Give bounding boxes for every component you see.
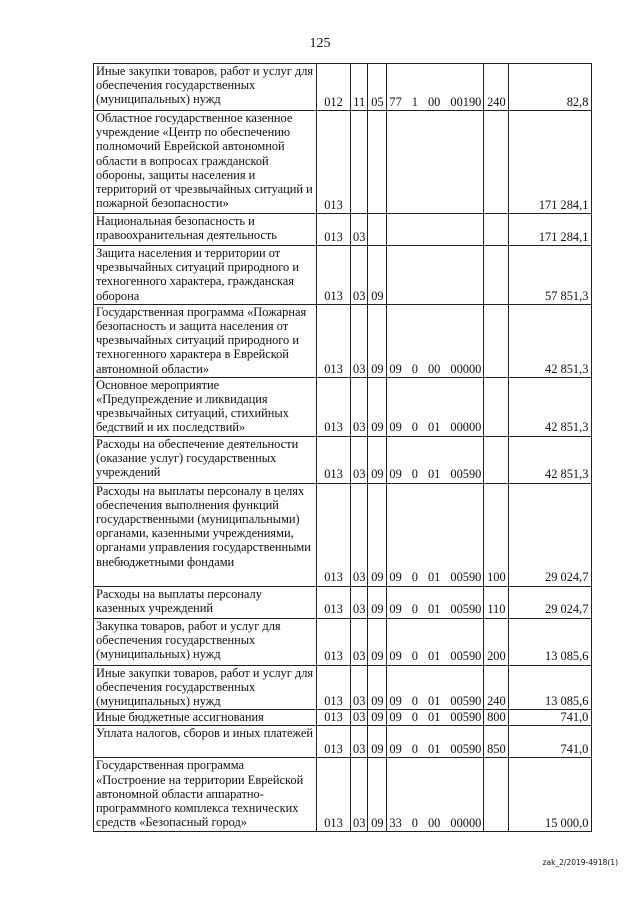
target-article-part: 0 (411, 742, 418, 757)
target-article-part: 0 (411, 361, 418, 376)
target-article-part: 0 (411, 467, 418, 482)
target-article-parts (389, 467, 481, 481)
subsection-code: 09 (368, 618, 387, 665)
amount: 741,0 (509, 726, 592, 758)
target-article-part: 09 (389, 602, 402, 617)
expense-type-code (484, 246, 509, 305)
budget-table (93, 63, 592, 832)
table-row (94, 64, 592, 111)
target-article-code (387, 665, 484, 710)
amount: 13 085,6 (509, 665, 592, 710)
subsection-code: 09 (368, 758, 387, 832)
target-article-part: 01 (427, 742, 441, 757)
target-article-part: 00590 (450, 649, 482, 664)
row-name: Национальная безопасность и правоохранительная деятельность (94, 214, 317, 246)
subsection-code: 09 (368, 665, 387, 710)
row-name: Государственная программа «Построение на территории Еврейской автономной области аппаратно-программного комплекса технических средств «Безопасный город» (94, 758, 317, 832)
row-name: Иные закупки товаров, работ и услуг для обеспечения государственных (муниципальных) нужд (94, 64, 317, 111)
target-article-parts (389, 742, 481, 756)
target-article-part: 00590 (450, 742, 482, 757)
subsection-code (368, 111, 387, 214)
ministry-code: 013 (317, 377, 351, 436)
target-article-code (387, 618, 484, 665)
expense-type-code: 240 (484, 665, 509, 710)
target-article-parts (389, 649, 481, 663)
ministry-code: 013 (317, 665, 351, 710)
section-code (351, 111, 368, 214)
subsection-code: 09 (368, 246, 387, 305)
expense-type-code (484, 304, 509, 377)
target-article-part: 00590 (450, 710, 482, 725)
row-name: Основное мероприятие «Предупреждение и ликвидация чрезвычайных ситуаций, стихийных бедствий и их последствий» (94, 377, 317, 436)
target-article-part: 09 (389, 570, 402, 585)
target-article-parts (389, 710, 481, 724)
subsection-code: 09 (368, 710, 387, 726)
target-article-part: 01 (427, 467, 441, 482)
expense-type-code: 850 (484, 726, 509, 758)
target-article-part: 0 (411, 602, 418, 617)
target-article-part: 00 (427, 361, 441, 376)
target-article-part: 00590 (450, 694, 482, 709)
target-article-part: 00590 (450, 467, 482, 482)
section-code: 03 (351, 436, 368, 483)
subsection-code: 09 (368, 377, 387, 436)
target-article-parts (389, 420, 481, 434)
section-code: 03 (351, 710, 368, 726)
page-number: 125 (309, 36, 331, 51)
table-row (94, 483, 592, 586)
table-row (94, 726, 592, 758)
target-article-part: 0 (411, 694, 418, 709)
target-article-part: 00 (427, 94, 441, 109)
amount: 171 284,1 (509, 111, 592, 214)
ministry-code: 013 (317, 726, 351, 758)
target-article-code (387, 758, 484, 832)
ministry-code: 013 (317, 618, 351, 665)
table-row (94, 246, 592, 305)
row-name: Иные закупки товаров, работ и услуг для обеспечения государственных (муниципальных) нужд (94, 665, 317, 710)
target-article-code (387, 483, 484, 586)
amount: 29 024,7 (509, 586, 592, 618)
amount: 15 000,0 (509, 758, 592, 832)
subsection-code: 09 (368, 586, 387, 618)
subsection-code: 05 (368, 64, 387, 111)
table-row (94, 665, 592, 710)
amount: 42 851,3 (509, 304, 592, 377)
expense-type-code: 200 (484, 618, 509, 665)
amount: 171 284,1 (509, 214, 592, 246)
target-article-parts (389, 570, 481, 584)
target-article-code (387, 586, 484, 618)
target-article-code (387, 214, 484, 246)
target-article-code (387, 246, 484, 305)
subsection-code: 09 (368, 304, 387, 377)
target-article-part: 0 (411, 710, 418, 725)
ministry-code: 013 (317, 586, 351, 618)
row-name: Расходы на обеспечение деятельности (оказание услуг) государственных учреждений (94, 436, 317, 483)
target-article-part: 09 (389, 694, 402, 709)
target-article-code (387, 726, 484, 758)
budget-table-body (94, 64, 592, 832)
target-article-part: 33 (389, 816, 402, 831)
row-name: Расходы на выплаты персоналу в целях обеспечения выполнения функций государственными (муниципальными) органами, казенными учреждениями, органами управления государственными внебюджетными фондами (94, 483, 317, 586)
section-code: 03 (351, 377, 368, 436)
target-article-code (387, 436, 484, 483)
target-article-parts (389, 602, 481, 616)
amount: 42 851,3 (509, 436, 592, 483)
amount: 57 851,3 (509, 246, 592, 305)
section-code: 03 (351, 483, 368, 586)
target-article-part: 0 (411, 420, 418, 435)
expense-type-code (484, 377, 509, 436)
row-name: Уплата налогов, сборов и иных платежей (94, 726, 317, 758)
target-article-parts (389, 95, 481, 109)
target-article-parts (389, 694, 481, 708)
ministry-code: 012 (317, 64, 351, 111)
target-article-part: 0 (411, 570, 418, 585)
target-article-part: 01 (427, 649, 441, 664)
target-article-part: 09 (389, 420, 402, 435)
subsection-code (368, 214, 387, 246)
row-name: Государственная программа «Пожарная безопасность и защита населения от чрезвычайных ситуаций природного и техногенного характера в Еврейской автономной области» (94, 304, 317, 377)
section-code: 03 (351, 586, 368, 618)
row-name: Областное государственное казенное учреждение «Центр по обеспечению полномочий Еврейской автономной области в вопросах гражданской обороны, защиты населения и территорий от чрезвычайных ситуаций и пожарной безопасности» (94, 111, 317, 214)
table-row (94, 111, 592, 214)
section-code: 03 (351, 665, 368, 710)
target-article-part: 77 (389, 94, 402, 109)
section-code: 03 (351, 214, 368, 246)
expense-type-code: 100 (484, 483, 509, 586)
ministry-code: 013 (317, 436, 351, 483)
target-article-part: 09 (389, 710, 402, 725)
target-article-part: 09 (389, 361, 402, 376)
target-article-part: 0 (411, 649, 418, 664)
target-article-part: 00000 (450, 361, 482, 376)
expense-type-code (484, 758, 509, 832)
row-name: Иные бюджетные ассигнования (94, 710, 317, 726)
target-article-part: 00590 (450, 570, 482, 585)
ministry-code: 013 (317, 483, 351, 586)
section-code: 03 (351, 618, 368, 665)
target-article-part: 00590 (450, 602, 482, 617)
table-row (94, 758, 592, 832)
target-article-parts (389, 816, 481, 830)
ministry-code: 013 (317, 758, 351, 832)
document-code: zak_2/2019-4918(1) (542, 858, 618, 867)
amount: 29 024,7 (509, 483, 592, 586)
amount: 82,8 (509, 64, 592, 111)
target-article-part: 00000 (450, 420, 482, 435)
target-article-part: 01 (427, 710, 441, 725)
target-article-part: 01 (427, 694, 441, 709)
section-code: 11 (351, 64, 368, 111)
section-code: 03 (351, 758, 368, 832)
amount: 13 085,6 (509, 618, 592, 665)
table-row (94, 586, 592, 618)
table-row (94, 618, 592, 665)
subsection-code: 09 (368, 483, 387, 586)
table-row (94, 304, 592, 377)
amount: 42 851,3 (509, 377, 592, 436)
table-row (94, 214, 592, 246)
target-article-part: 09 (389, 742, 402, 757)
target-article-part: 00190 (450, 94, 482, 109)
ministry-code: 013 (317, 214, 351, 246)
target-article-code (387, 377, 484, 436)
target-article-code (387, 64, 484, 111)
target-article-parts (389, 362, 481, 376)
section-code: 03 (351, 304, 368, 377)
expense-type-code (484, 436, 509, 483)
target-article-code (387, 304, 484, 377)
target-article-part: 09 (389, 467, 402, 482)
row-name: Расходы на выплаты персоналу казенных учреждений (94, 586, 317, 618)
target-article-part: 1 (411, 94, 418, 109)
subsection-code: 09 (368, 726, 387, 758)
target-article-code (387, 111, 484, 214)
expense-type-code (484, 214, 509, 246)
table-row (94, 436, 592, 483)
ministry-code: 013 (317, 710, 351, 726)
row-name: Закупка товаров, работ и услуг для обеспечения государственных (муниципальных) нужд (94, 618, 317, 665)
target-article-part: 00000 (450, 816, 482, 831)
target-article-code (387, 710, 484, 726)
target-article-part: 01 (427, 570, 441, 585)
section-code: 03 (351, 246, 368, 305)
amount: 741,0 (509, 710, 592, 726)
target-article-part: 01 (427, 602, 441, 617)
ministry-code: 013 (317, 111, 351, 214)
target-article-part: 01 (427, 420, 441, 435)
target-article-part: 0 (411, 816, 418, 831)
expense-type-code: 110 (484, 586, 509, 618)
ministry-code: 013 (317, 304, 351, 377)
row-name: Защита населения и территории от чрезвычайных ситуаций природного и техногенного характера, гражданская оборона (94, 246, 317, 305)
expense-type-code (484, 111, 509, 214)
ministry-code: 013 (317, 246, 351, 305)
expense-type-code: 800 (484, 710, 509, 726)
expense-type-code: 240 (484, 64, 509, 111)
subsection-code: 09 (368, 436, 387, 483)
section-code: 03 (351, 726, 368, 758)
target-article-part: 09 (389, 649, 402, 664)
table-row (94, 377, 592, 436)
table-row (94, 710, 592, 726)
target-article-part: 00 (427, 816, 441, 831)
